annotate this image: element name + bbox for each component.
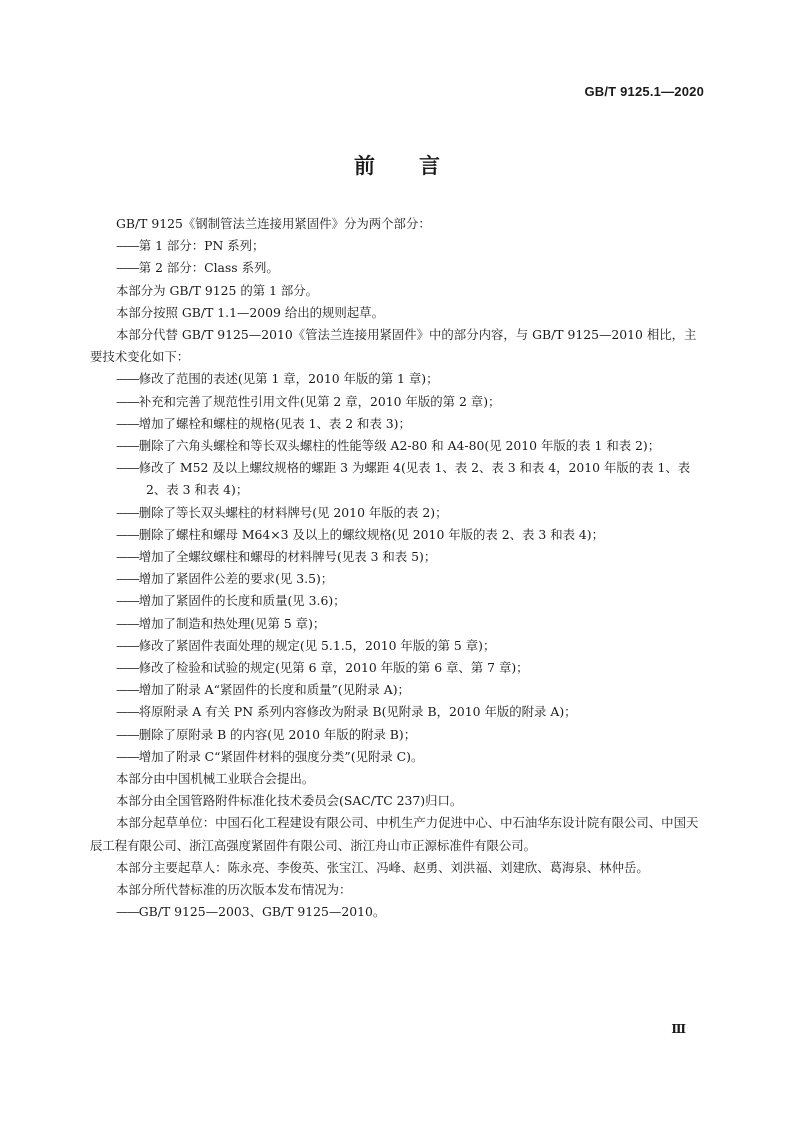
list-item-text: 修改了范围的表述(见第 1 章，2010 年版的第 1 章)； [138,371,439,387]
dash-mark: —— [116,615,139,631]
list-item-text: 修改了 M52 及以上螺纹规格的螺距 3 为螺距 4(见表 1、表 2、表 3 和表 4，2010 年版的表 1、表 2、表 3 和表 4)； [138,460,691,498]
list-item-text: 删除了六角头螺栓和等长双头螺柱的性能等级 A2-80 和 A4-80(见 2010 年版的表 1 和表 2)； [138,438,661,454]
dash-mark: —— [116,393,139,409]
list-item-text: 增加了螺栓和螺柱的规格(见表 1、表 2 和表 3)； [138,415,411,431]
list-item-change [90,391,706,413]
standard-code: GB/T 9125.1—2020 [584,84,704,99]
list-item-change [90,679,706,701]
page-title: 前言 [354,154,484,178]
paragraph-part-statement: 本部分为 GB/T 9125 的第 1 部分。 [116,282,319,298]
list-item-part [90,235,706,257]
dash-mark: —— [116,637,139,653]
list-item-text: 增加了制造和热处理(见第 5 章)； [138,615,326,631]
list-item-text: 修改了检验和试验的规定(见第 6 章，2010 年版的第 6 章、第 7 章)； [138,660,529,676]
list-item-change [90,746,706,768]
foreword-body [90,213,706,924]
list-item-change [90,701,706,723]
list-item-change [90,457,706,501]
dash-mark: —— [116,238,139,254]
list-item-text: 增加了附录 A“紧固件的长度和质量”(见附录 A)； [138,682,410,698]
list-item-text: 将原附录 A 有关 PN 系列内容修改为附录 B(见附录 B，2010 年版的附录 A)； [138,704,577,720]
list-item-text: 删除了原附录 B 的内容(见 2010 年版的附录 B)； [138,726,417,742]
dash-mark: —— [116,660,139,676]
list-item-text: 增加了附录 C“紧固件材料的强度分类”(见附录 C)。 [138,748,424,764]
paragraph-drafters: 本部分主要起草人：陈永亮、李俊英、张宝江、冯峰、赵勇、刘洪福、刘建欣、葛海泉、林仲岳。 [116,859,649,875]
paragraph-intro: GB/T 9125《钢制管法兰连接用紧固件》分为两个部分： [116,216,431,231]
dash-mark: —— [116,748,139,764]
dash-mark: —— [116,682,139,698]
list-item-change [90,413,706,435]
dash-mark: —— [116,460,139,476]
dash-mark: —— [116,904,139,920]
dash-mark: —— [116,726,139,742]
list-item-change [90,613,706,635]
list-item-text: 修改了紧固件表面处理的规定(见 5.1.5，2010 年版的第 5 章)； [138,637,496,653]
list-item-text: 增加了紧固件的长度和质量(见 3.6)； [138,593,346,609]
paragraph-history-intro: 本部分所代替标准的历次版本发布情况为： [116,882,352,898]
dash-mark: —— [116,371,139,387]
list-item-text: 删除了等长双头螺柱的材料牌号(见 2010 年版的表 2)； [138,504,448,520]
list-item-text: 补充和完善了规范性引用文件(见第 2 章，2010 年版的第 2 章)； [138,393,501,409]
list-item-change [90,657,706,679]
paragraph-drafting-units: 本部分起草单位：中国石化工程建设有限公司、中机生产力促进中心、中石油华东设计院有限公司、中国天辰工程有限公司、浙江高强度紧固件有限公司、浙江舟山市正源标准件有限公司。 [90,815,699,853]
list-item-text: 第 1 部分：PN 系列； [138,238,265,254]
list-item-change [90,635,706,657]
page-number: Ⅲ [671,1022,686,1036]
dash-mark: —— [116,704,139,720]
list-item-change [90,368,706,390]
list-item-history [90,901,706,923]
list-item-change [90,546,706,568]
list-item-change [90,590,706,612]
dash-mark: —— [116,593,139,609]
paragraph-replacement: 本部分代替 GB/T 9125—2010《管法兰连接用紧固件》中的部分内容，与 GB/T 9125—2010 相比，主要技术变化如下： [90,327,697,365]
dash-mark: —— [116,526,139,542]
paragraph-managed-by: 本部分由全国管路附件标准化技术委员会(SAC/TC 237)归口。 [116,793,463,809]
list-item-text: 增加了紧固件公差的要求(见 3.5)； [138,571,334,587]
paragraph-drafting-rule: 本部分按照 GB/T 1.1—2009 给出的规则起草。 [116,304,384,320]
list-item-part [90,257,706,279]
list-item-change [90,524,706,546]
list-item-change [90,502,706,524]
list-item-change [90,568,706,590]
list-item-text: 删除了螺柱和螺母 M64×3 及以上的螺纹规格(见 2010 年版的表 2、表 3 和表 4)； [138,526,605,542]
list-item-text: 增加了全螺纹螺柱和螺母的材料牌号(见表 3 和表 5)； [138,549,437,565]
list-item-text: 第 2 部分：Class 系列。 [138,260,279,276]
list-item-text: GB/T 9125—2003、GB/T 9125—2010。 [138,904,386,920]
list-item-change [90,724,706,746]
dash-mark: —— [116,549,139,565]
dash-mark: —— [116,260,139,276]
changes-list [90,368,706,768]
paragraph-proposed-by: 本部分由中国机械工业联合会提出。 [116,771,315,787]
list-item-change [90,435,706,457]
dash-mark: —— [116,415,139,431]
dash-mark: —— [116,571,139,587]
dash-mark: —— [116,438,139,454]
dash-mark: —— [116,504,139,520]
